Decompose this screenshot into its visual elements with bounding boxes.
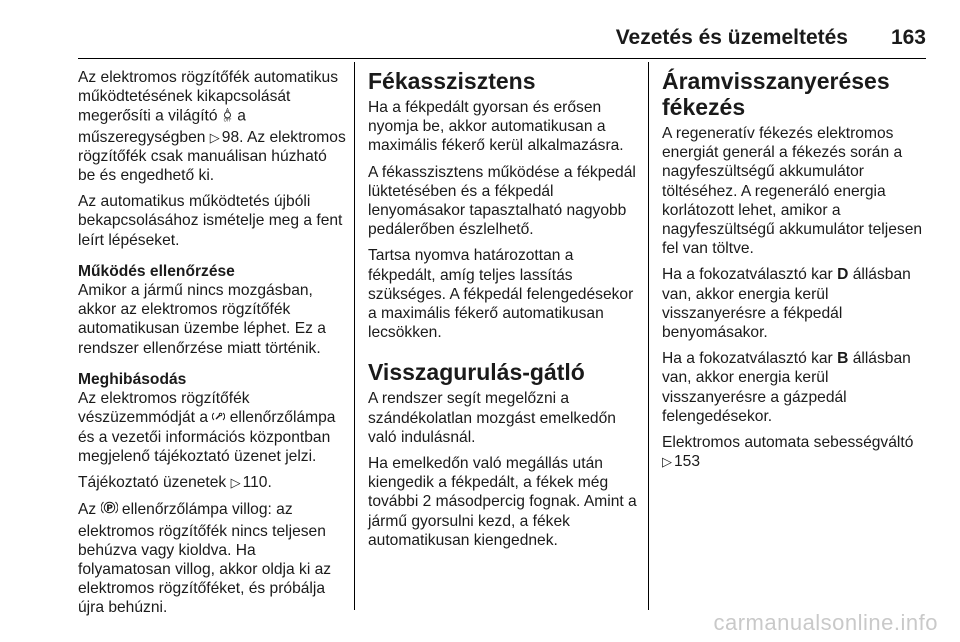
page-number: 163: [890, 26, 926, 49]
paragraph-regen-1: A regeneratív fékezés elektromos energiát generál a fékezés során a nagyfeszültségű akkumulátor töltéséhez. A regeneráló energia korlátozott lehet, amikor a nagyfeszültségű akkumulátor teljesen fel van töltve.: [662, 125, 923, 258]
page-reference[interactable]: 110.: [242, 474, 272, 492]
column-left: [78, 68, 346, 625]
svg-text:OFF: OFF: [223, 117, 232, 123]
column-middle: [368, 68, 640, 557]
paragraph-regen-d: Ha a fokozatválasztó kar D állásban van, akkor energia kerül visszanyerésre a fékpedál benyomásakor.: [662, 266, 911, 342]
heading-hill-start-assist: Visszagurulás-gátló: [368, 359, 585, 386]
paragraph-function-check: Amikor a jármű nincs mozgásban, akkor az elektromos rögzítőfék automatikusan üzembe léphet. Ez a rendszer ellenőrzése miatt történik.: [78, 282, 326, 357]
page-reference[interactable]: 98.: [221, 128, 244, 146]
page-title: Vezetés és üzemeltetés: [615, 26, 848, 49]
watermark: carmanualsonline.info: [713, 610, 938, 635]
subheading-fault: Meghibásodás: [78, 370, 187, 388]
paragraph-brake-assist-3: Tartsa nyomva határozottan a fékpedált, amíg teljes lassítás szükséges. A fékpedál felengedésekor a maximális fékerő automatikusan lecsökken.: [368, 247, 634, 342]
gear-position-b: B: [837, 350, 849, 368]
paragraph-hill-start-1: A rendszer segít megelőzni a szándékolatlan mozgást emelkedőn való indulásnál.: [368, 390, 616, 446]
subheading-function-check: Működés ellenőrzése: [78, 262, 235, 280]
svg-text:P: P: [105, 504, 113, 515]
paragraph-brake-lamp-flashing: Az P ellenőrzőlámpa villog: az elektromos rögzítőfék nincs teljesen behúzva vagy kioldva. Ha folyamatosan villog, akkor oldja ki az elektromos rögzítőféket, és próbálja újra behúzni.: [78, 499, 346, 617]
service-wrench-lamp-icon: [212, 409, 225, 428]
page-header: [78, 24, 926, 59]
reference-arrow-icon: ▷: [209, 129, 220, 145]
reference-arrow-icon: ▷: [662, 454, 672, 470]
heading-regenerative-braking: Áramvisszanyeréses fékezés: [662, 68, 890, 120]
paragraph-info-messages: Tájékoztató üzenetek ▷ 110.: [78, 474, 272, 492]
paragraph-fault: Az elektromos rögzítőfék vészüzemmódját a ellenőrzőlámpa és a vezetői információs központban megjelenő tájékoztató üzenet jelzi.: [78, 390, 336, 465]
paragraph-brake-assist-1: Ha a fékpedált gyorsan és erősen nyomja be, akkor automatikusan a maximális fékerő kerül alkalmazásra.: [368, 99, 624, 155]
paragraph-auto-off: Az elektromos rögzítőfék automatikus működtetésének kikapcsolását megerősíti a világító A OFF a műszeregységben ▷ 98. Az elektromos rögzítőfék csak manuálisan húzható be és engedhető ki.: [78, 69, 346, 185]
heading-brake-assist: Fékasszisztens: [368, 68, 536, 94]
reference-arrow-icon: ▷: [230, 475, 241, 491]
page-reference[interactable]: 153: [674, 453, 701, 471]
paragraph-transmission-ref: Elektromos automata sebességváltó ▷ 153: [662, 434, 914, 471]
paragraph-reactivate: Az automatikus működtetés újbóli bekapcsolásához ismételje meg a fent leírt lépéseket.: [78, 193, 343, 249]
paragraph-regen-b: Ha a fokozatválasztó kar B állásban van, akkor energia kerül visszanyerésre a gázpedál felengedésekor.: [662, 350, 911, 425]
parking-brake-lamp-icon: [101, 499, 118, 521]
column-divider-left: [354, 62, 355, 610]
paragraph-hill-start-2: Ha emelkedőn való megállás után kiengedik a fékpedált, a fékek még további 2 másodpercig fognak. Amint a jármű gyorsulni kezd, a fékek automatikusan kiengednek.: [368, 455, 637, 549]
column-divider-right: [648, 62, 649, 610]
column-right: [662, 68, 930, 478]
gear-position-d: D: [837, 266, 849, 284]
auto-off-lamp-icon: [222, 106, 233, 127]
svg-text:A: A: [225, 108, 230, 115]
paragraph-brake-assist-2: A fékasszisztens működése a fékpedál lüktetésében és a fékpedál lenyomásakor tapasztalható nagyobb pedálerőben észlelhető.: [368, 163, 636, 239]
